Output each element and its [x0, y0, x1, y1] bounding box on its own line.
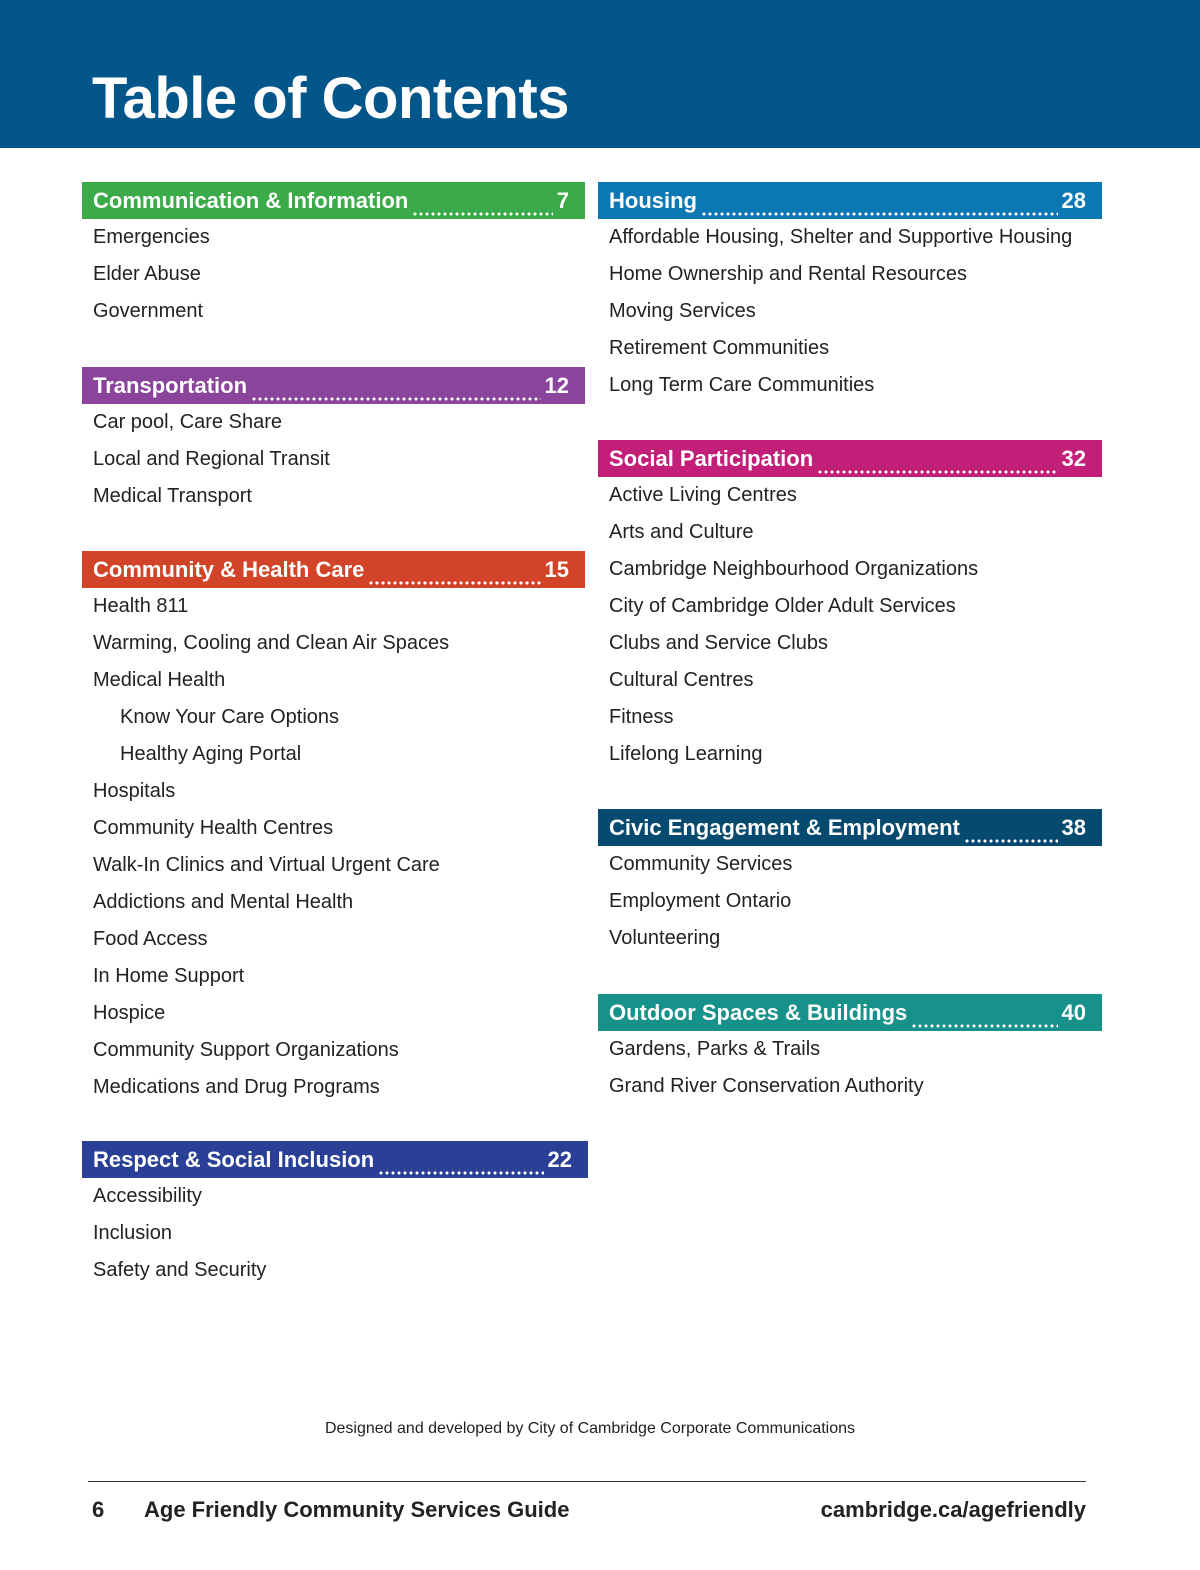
section-page-number: 40 [1061, 999, 1086, 1025]
item-list [82, 219, 585, 330]
toc-item[interactable]: Hospice [93, 1002, 166, 1024]
toc-item[interactable]: Long Term Care Communities [609, 374, 875, 396]
toc-item[interactable]: Car pool, Care Share [93, 411, 282, 433]
toc-item[interactable]: Cultural Centres [609, 669, 754, 691]
page-title: Table of Contents [92, 66, 569, 131]
toc-item[interactable]: Medications and Drug Programs [93, 1076, 380, 1098]
section-header-housing[interactable] [598, 182, 1102, 219]
toc-item[interactable]: Cambridge Neighbourhood Organizations [609, 558, 979, 580]
toc-item[interactable]: Community Health Centres [93, 817, 334, 839]
item-list [82, 404, 585, 515]
toc-item[interactable]: Warming, Cooling and Clean Air Spaces [93, 632, 450, 654]
toc-item[interactable]: Community Services [609, 853, 793, 875]
leader-dots [817, 451, 1057, 477]
toc-item[interactable]: Accessibility [93, 1185, 202, 1207]
section-communication [82, 182, 585, 330]
section-title: Social Participation [609, 445, 814, 471]
title-banner [0, 0, 1200, 148]
leader-dots [412, 193, 552, 219]
footer-page-number: 6 [92, 1497, 105, 1522]
section-page-number: 28 [1061, 187, 1086, 213]
toc-item[interactable]: Walk-In Clinics and Virtual Urgent Care [93, 854, 440, 876]
section-title: Civic Engagement & Employment [609, 814, 960, 840]
leader-dots [378, 1152, 543, 1178]
footer-guide-title: Age Friendly Community Services Guide [144, 1497, 570, 1522]
toc-item[interactable]: Emergencies [93, 226, 210, 248]
toc-item[interactable]: Elder Abuse [93, 263, 201, 285]
toc-item[interactable]: Inclusion [93, 1222, 172, 1244]
toc-item[interactable]: Government [93, 300, 204, 322]
section-social [598, 440, 1102, 773]
toc-item[interactable]: Fitness [609, 706, 674, 728]
section-respect [82, 1141, 588, 1289]
toc-item[interactable]: Lifelong Learning [609, 743, 763, 765]
section-page-number: 32 [1061, 445, 1086, 471]
toc-item[interactable]: Medical Transport [93, 485, 252, 507]
toc-item[interactable]: Home Ownership and Rental Resources [609, 263, 967, 285]
footer-url[interactable]: cambridge.ca/agefriendly [820, 1497, 1086, 1522]
section-header-outdoor[interactable] [598, 994, 1102, 1031]
section-page-number: 38 [1061, 814, 1086, 840]
toc-item[interactable]: Medical Health [93, 669, 226, 691]
section-page-number: 7 [556, 187, 569, 213]
toc-item[interactable]: Hospitals [93, 780, 176, 802]
section-header-respect[interactable] [82, 1141, 588, 1178]
toc-item[interactable]: Gardens, Parks & Trails [609, 1038, 821, 1060]
toc-item[interactable]: Affordable Housing, Shelter and Supportive Housing [609, 226, 1073, 248]
item-list [598, 477, 1102, 773]
section-header-transportation[interactable] [82, 367, 585, 404]
section-community-health [82, 551, 585, 1106]
section-title: Community & Health Care [93, 556, 365, 582]
toc-item[interactable]: Volunteering [609, 927, 721, 949]
toc-item[interactable]: In Home Support [93, 965, 245, 987]
toc-item[interactable]: Safety and Security [93, 1259, 267, 1281]
section-page-number: 22 [547, 1146, 572, 1172]
section-transportation [82, 367, 585, 515]
toc-subitem[interactable]: Healthy Aging Portal [120, 743, 302, 765]
toc-item[interactable]: Community Support Organizations [93, 1039, 399, 1061]
toc-item[interactable]: Retirement Communities [609, 337, 830, 359]
toc-item[interactable]: Active Living Centres [609, 484, 797, 506]
toc-item[interactable]: Clubs and Service Clubs [609, 632, 828, 654]
leader-dots [911, 1005, 1057, 1031]
toc-item[interactable]: Arts and Culture [609, 521, 754, 543]
leader-dots [251, 378, 541, 404]
item-list [598, 1031, 1102, 1105]
toc-item[interactable]: Local and Regional Transit [93, 448, 330, 470]
item-list [82, 588, 585, 1106]
section-header-community-health[interactable] [82, 551, 585, 588]
section-title: Housing [609, 187, 697, 213]
toc-item[interactable]: Employment Ontario [609, 890, 792, 912]
leader-dots [368, 562, 540, 588]
section-outdoor [598, 994, 1102, 1105]
section-header-communication[interactable] [82, 182, 585, 219]
section-title: Respect & Social Inclusion [93, 1146, 375, 1172]
item-list [598, 219, 1102, 404]
credit-line: Designed and developed by City of Cambridge Corporate Communications [324, 1420, 856, 1437]
section-header-civic[interactable] [598, 809, 1102, 846]
section-housing [598, 182, 1102, 404]
section-title: Outdoor Spaces & Buildings [609, 999, 908, 1025]
section-title: Transportation [93, 372, 248, 398]
leader-dots [964, 820, 1058, 846]
leader-dots [701, 193, 1058, 219]
section-page-number: 12 [544, 372, 569, 398]
footer-divider [88, 1481, 1086, 1482]
toc-item[interactable]: Food Access [93, 928, 208, 950]
toc-item[interactable]: Moving Services [609, 300, 756, 322]
toc-subitem[interactable]: Know Your Care Options [120, 706, 340, 728]
section-header-social[interactable] [598, 440, 1102, 477]
toc-item[interactable]: Health 811 [93, 595, 189, 617]
item-list [82, 1178, 588, 1289]
section-title: Communication & Information [93, 187, 409, 213]
section-civic [598, 809, 1102, 957]
toc-item[interactable]: Grand River Conservation Authority [609, 1075, 924, 1097]
toc-item[interactable]: Addictions and Mental Health [93, 891, 354, 913]
toc-item[interactable]: City of Cambridge Older Adult Services [609, 595, 956, 617]
item-list [598, 846, 1102, 957]
section-page-number: 15 [544, 556, 569, 582]
